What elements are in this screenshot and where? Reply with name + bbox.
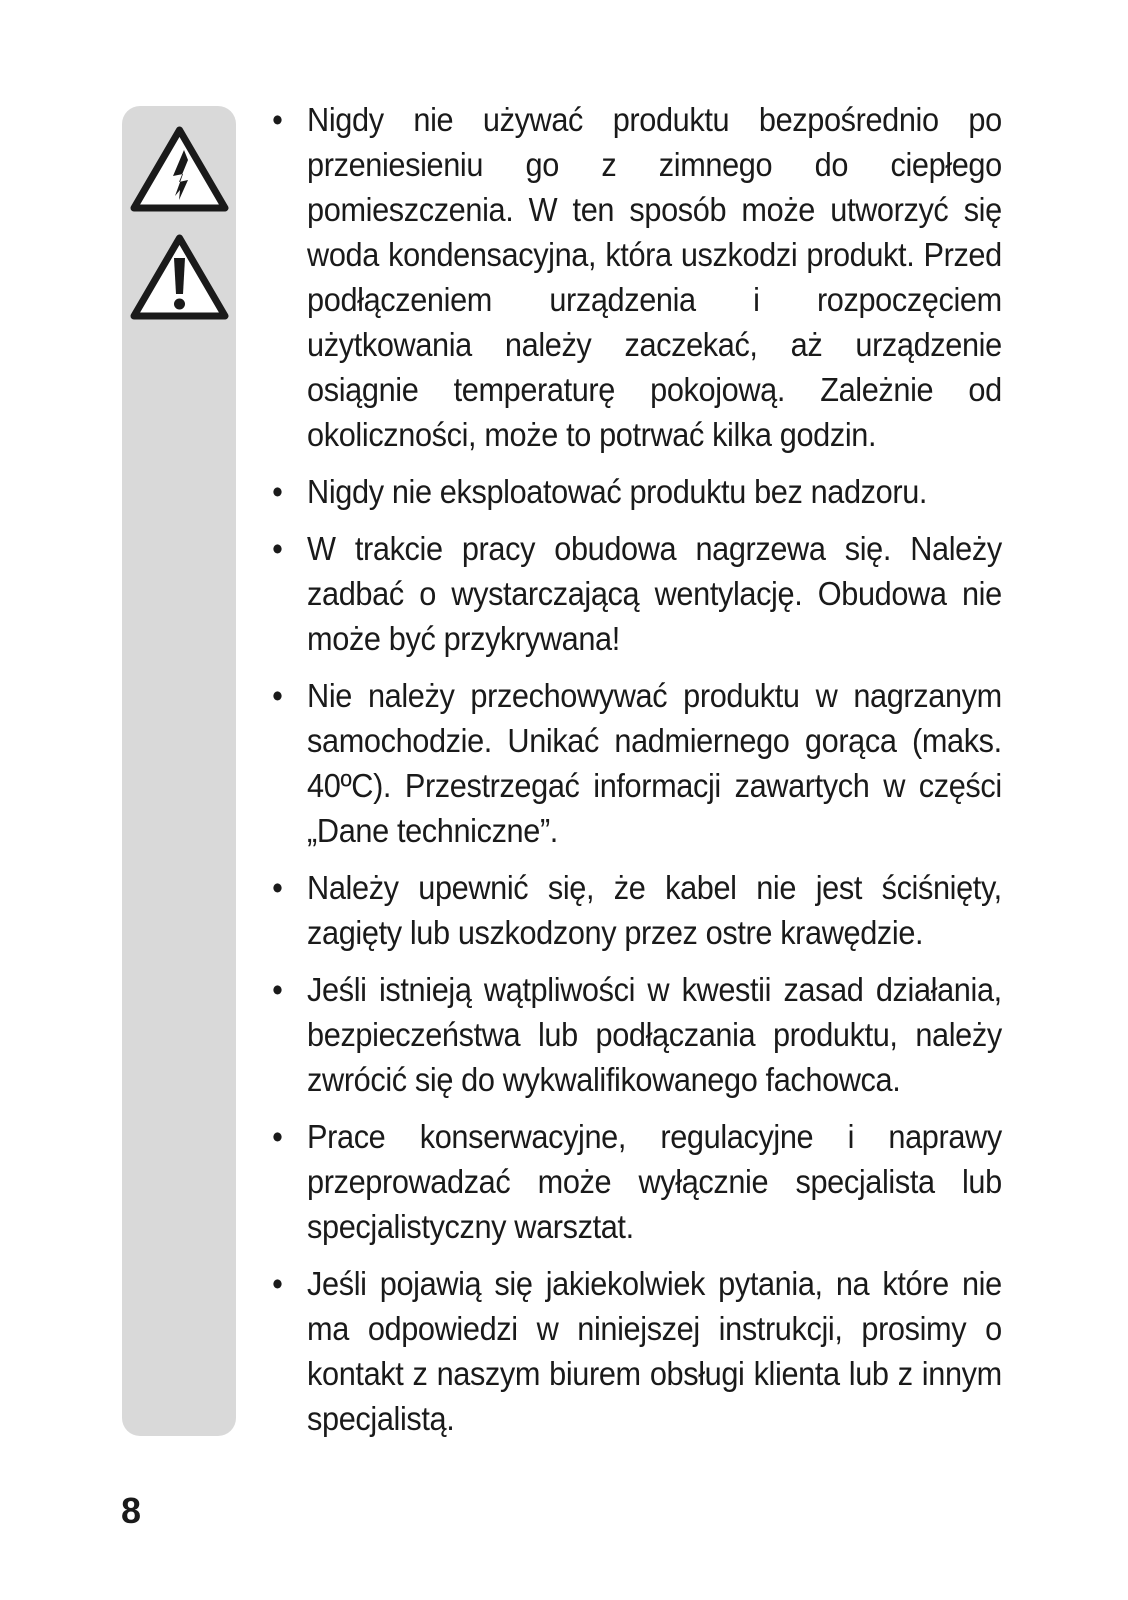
list-item <box>268 97 1002 457</box>
list-item <box>268 673 1002 853</box>
bullet-icon: • <box>272 1118 283 1155</box>
list-item <box>268 865 1002 955</box>
page-number: 8 <box>121 1490 141 1531</box>
list-item-text: Prace konserwacyjne, regulacyjne i naprawy przeprowadzać może wyłącznie specjalista lub specjalistyczny warsztat. <box>307 1118 1002 1245</box>
bullet-icon: • <box>272 971 283 1008</box>
electric-shock-warning-icon <box>128 124 231 216</box>
list-item-text: Należy upewnić się, że kabel nie jest ściśnięty, zagięty lub uszkodzony przez ostre krawędzie. <box>307 869 1002 951</box>
exclamation-warning-icon <box>128 232 231 324</box>
list-item-text: Nigdy nie eksploatować produktu bez nadzoru. <box>307 473 928 510</box>
list-item-text: Nigdy nie używać produktu bezpośrednio po przeniesieniu go z zimnego do ciepłego pomieszczenia. W ten sposób może utworzyć się woda kondensacyjna, która uszkodzi produkt. Przed podłączeniem urządzenia i rozpoczęciem użytkowania należy zaczekać, aż urządzenie osiągnie temperaturę pokojową. Zależnie od okoliczności, może to potrwać kilka godzin. <box>307 101 1002 453</box>
list-item <box>268 1114 1002 1249</box>
bullet-icon: • <box>272 677 283 714</box>
list-item <box>268 1261 1002 1441</box>
list-item-text: Nie należy przechowywać produktu w nagrzanym samochodzie. Unikać nadmiernego gorąca (maks. 40ºC). Przestrzegać informacji zawartych w części „Dane techniczne”. <box>307 677 1002 849</box>
safety-instructions <box>268 97 1002 1453</box>
list-item-text: Jeśli istnieją wątpliwości w kwestii zasad działania, bezpieczeństwa lub podłączania produktu, należy zwrócić się do wykwalifikowanego fachowca. <box>307 971 1002 1098</box>
list-item <box>268 469 1002 514</box>
bullet-icon: • <box>272 530 283 567</box>
warning-sidebar <box>122 106 236 1436</box>
list-item-text: Jeśli pojawią się jakiekolwiek pytania, na które nie ma odpowiedzi w niniejszej instrukcji, prosimy o kontakt z naszym biurem obsługi klienta lub z innym specjalistą. <box>307 1265 1002 1437</box>
bullet-icon: • <box>272 101 283 138</box>
bullet-icon: • <box>272 869 283 906</box>
list-item-text: W trakcie pracy obudowa nagrzewa się. Należy zadbać o wystarczającą wentylację. Obudowa nie może być przykrywana! <box>307 530 1002 657</box>
bullet-icon: • <box>272 1265 283 1302</box>
list-item <box>268 526 1002 661</box>
list-item <box>268 967 1002 1102</box>
bullet-icon: • <box>272 473 283 510</box>
bullet-list <box>268 97 1002 1441</box>
